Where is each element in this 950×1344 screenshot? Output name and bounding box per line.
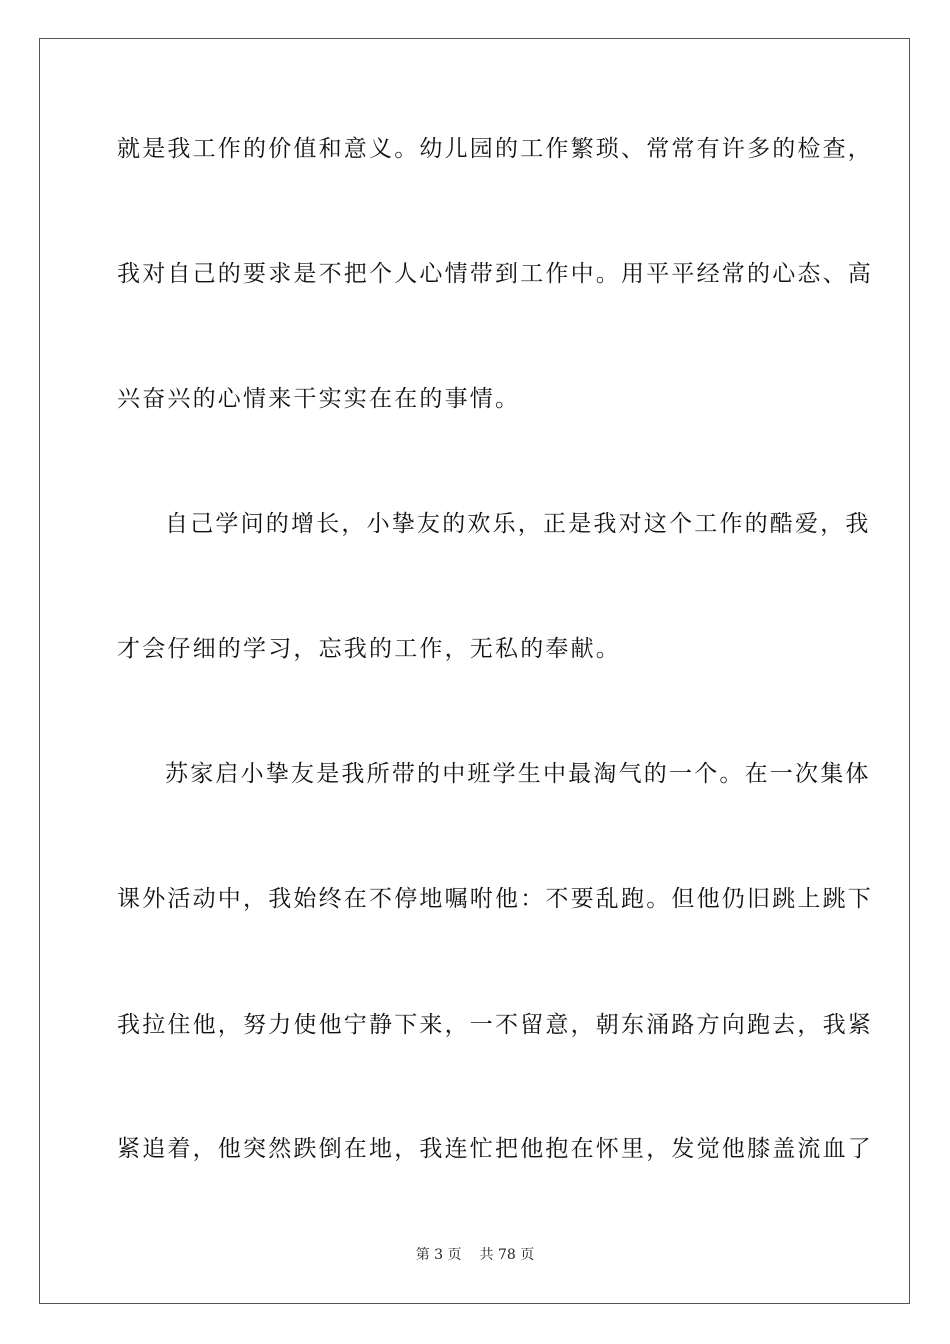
page-footer xyxy=(0,1246,950,1264)
paragraph-1-line-1: 就是我工作的价值和意义。幼儿园的工作繁琐、常常有许多的检查， xyxy=(117,136,873,162)
page-border xyxy=(39,38,910,1304)
paragraph-3-line-4: 紧追着，他突然跌倒在地，我连忙把他抱在怀里，发觉他膝盖流血了 xyxy=(117,1136,873,1162)
paragraph-2-line-1: 自己学问的增长，小挚友的欢乐，正是我对这个工作的酷爱，我 xyxy=(165,511,871,537)
paragraph-3-line-3: 我拉住他，努力使他宁静下来，一不留意，朝东涌路方向跑去，我紧 xyxy=(117,1012,873,1038)
paragraph-1-line-3: 兴奋兴的心情来干实实在在的事情。 xyxy=(117,386,521,412)
total-pages: 共 78 页 xyxy=(479,1247,535,1263)
paragraph-1-line-2: 我对自己的要求是不把个人心情带到工作中。用平平经常的心态、高 xyxy=(117,261,873,287)
page-number: 第 3 页 xyxy=(415,1247,462,1263)
paragraph-3-line-2: 课外活动中，我始终在不停地嘱咐他：不要乱跑。但他仍旧跳上跳下 xyxy=(117,886,873,912)
paragraph-2-line-2: 才会仔细的学习，忘我的工作，无私的奉献。 xyxy=(117,636,621,662)
paragraph-3-line-1: 苏家启小挚友是我所带的中班学生中最淘气的一个。在一次集体 xyxy=(165,761,871,787)
